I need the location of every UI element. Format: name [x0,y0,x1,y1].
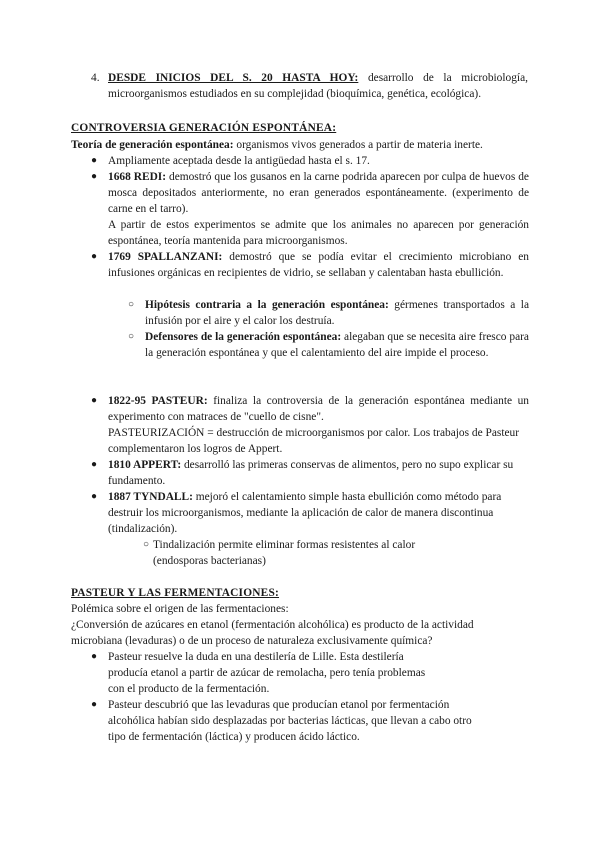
bullet-icon: ● [91,651,98,662]
sub-bullet-icon: ○ [128,331,135,342]
redi-text: demostró que los gusanos en la carne podrida aparecen por culpa de huevos de mosca depositados anteriormente, no eran generados espontáneamente. (experimento de carne en el tarro). [108,171,529,215]
bullet-icon: ● [91,155,98,166]
theory-text: organismos vivos generados a partir de materia inerte. [233,139,483,151]
intro-item [108,70,528,102]
pasteur-label: 1822-95 PASTEUR: [108,395,208,407]
sub-bullet-icon: ○ [143,539,150,550]
defenders-label: Defensores de la generación espontánea: [145,331,342,343]
appert-label: 1810 APPERT: [108,459,182,471]
bullet-icon: ● [91,699,98,710]
spallanzani-text: demostró que se podía evitar el crecimiento microbiano en infusiones orgánicas en recipientes de vidrio, se sellaban y calentaban hasta ebullición. [108,251,529,279]
appert-text: desarrolló las primeras conservas de alimentos, pero no supo explicar su fundamento. [108,459,514,487]
bullet-icon: ● [91,491,98,502]
contrary-label: Hipótesis contraria a la generación espontánea: [145,299,389,311]
pasteur-followup: PASTEURIZACIÓN = destrucción de microorganismos por calor. Los trabajos de Pasteur complementaron los logros de Appert. [108,427,520,455]
tyndall-sub: Tindalización permite eliminar formas resistentes al calor (endosporas bacterianas) [153,539,416,567]
section-heading-fermentation: PASTEUR Y LAS FERMENTACIONES: [71,587,280,599]
redi-followup: A partir de estos experimentos se admite que los animales no aparecen por generación espontánea, teoría mantenida para microorganismos. [108,219,529,247]
bullet-accepted: Ampliamente aceptada desde la antigüedad hasta el s. 17. [108,155,370,167]
list-number: 4. [91,72,100,84]
bullet-icon: ● [91,171,98,182]
sub-bullet-defenders [145,329,529,361]
bullet-icon: ● [91,251,98,262]
bullet-appert [108,457,529,489]
redi-label: 1668 REDI: [108,171,167,183]
section-heading-controversy: CONTROVERSIA GENERACIÓN ESPONTÁNEA: [71,122,337,134]
sub-bullet-contrary [145,297,529,329]
bullet-icon: ● [91,459,98,470]
fermentation-bullet-2: Pasteur descubrió que las levaduras que producían etanol por fermentación alcohólica habían sido desplazadas por bacterias lácticas, que llevan a cabo otro tipo de fermentación (láctica) y producen ácido láctico. [108,699,472,743]
bullet-tyndall [108,489,529,537]
tyndall-label: 1887 TYNDALL: [108,491,193,503]
sub-bullet-icon: ○ [128,299,135,310]
spallanzani-label: 1769 SPALLANZANI: [108,251,223,263]
tyndall-text: mejoró el calentamiento simple hasta ebullición como método para destruir los microorganismos, mediante la aplicación de calor de manera discontinua (tindalización). [108,491,502,535]
fermentation-intro: Polémica sobre el origen de las fermentaciones: [71,603,289,615]
bullet-icon: ● [91,395,98,406]
bullet-pasteur [108,393,529,425]
theory-label: Teoría de generación espontánea: [71,139,234,151]
intro-item-title: DESDE INICIOS DEL S. 20 HASTA HOY: [108,72,359,84]
fermentation-bullet-1: Pasteur resuelve la duda en una destilería de Lille. Esta destilería producía etanol a partir de azúcar de remolacha, pero tenía problemas con el producto de la fermentación. [108,651,426,695]
bullet-redi [108,169,529,217]
bullet-spallanzani [108,249,529,281]
pasteur-text: finaliza la controversia de la generación espontánea mediante un experimento con matraces de "cuello de cisne". [108,395,529,423]
intro-item-text: desarrollo de la microbiología, microorganismos estudiados en su complejidad (bioquímica, genética, ecológica). [108,72,528,100]
theory-definition [71,137,531,153]
contrary-text: gérmenes transportados a la infusión por el aire y el calor los destruía. [145,299,529,327]
fermentation-question: ¿Conversión de azúcares en etanol (fermentación alcohólica) es producto de la actividad microbiana (levaduras) o de un proceso de naturaleza exclusivamente química? [71,619,474,647]
defenders-text: alegaban que se necesita aire fresco para la generación espontánea y que el calentamiento del aire impide el proceso. [145,331,529,359]
